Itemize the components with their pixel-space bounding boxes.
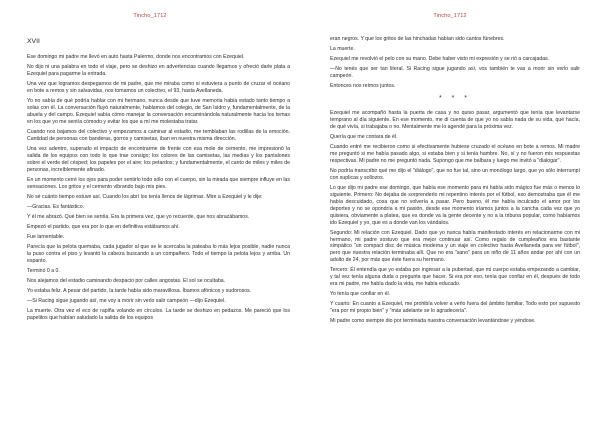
left-paragraphs xyxy=(27,54,290,322)
paragraph: No dijo ni una palabra en todo el viaje, pero se deshizo en advertencias cuando llegamos y ofreció darle plata a Ezequiel para pagarme la entrada. xyxy=(27,64,290,77)
paragraph: No sé cuánto tiempo estuve así. Cuando los abrí los tenía llenos de lágrimas. Mire a Ezequiel y le dije: xyxy=(27,193,263,200)
right-paragraphs-before-break xyxy=(330,36,580,90)
paragraph: Yo estaba feliz. A pesar del partido, la tarde había sido maravillosa. Íbamos afónicos y sudorosos. xyxy=(27,288,252,295)
running-header-right: Tincho_1712 xyxy=(433,13,467,19)
paragraph: Tercero: Él entendía que yo estaba por ingresar a la pubertad, que mi cuerpo estaba empezando a cambiar, y tal vez tenía alguna duda o pregunta que hacer. Si era por eso, tenía que confiar en él, después de todo era mi padre, me había dado la vida, me había educado. xyxy=(330,267,580,288)
paragraph: —No tenés que ser tan literal. Si Racing sigue jugando así, vos también te vas a morir sin verlo salir campeón. xyxy=(330,66,580,80)
paragraph: Una vez que logramos despegarnos de mi padre, que me miraba como si estuviera a punto de cruzar el océano en bote a remos y sin salvavidas, nos tomamos un colectivo, el 93, hasta Avellaneda. xyxy=(27,81,290,94)
section-separator: * * * xyxy=(438,95,472,103)
paragraph: Lo que dijo mi padre ese domingo, que había ese momento para mi había sido mágico fue más o menos lo siguiente. Primero: No dejaba de sorprenderlo mi repentino interés por el fútbol, eso demostraba que él me había descuidado, cosa que no volvería a pasar. Pero bueno, él me había inculcado el amor por los deportes y no se opondría a mi pasión, desde ese momento iríamos juntos a la cancha cada vez que yo quisiera, obviamente a platea, que es donde va la gente decente y no a la tribuna popular, como habíamos ido Ezequiel y yo, que es a donde van los vándalos. xyxy=(330,185,580,226)
paragraph: eran negros. Y que los gritos de las hinchadas habían sido cantos fúnebres. xyxy=(330,36,505,42)
paragraph: Una vez adentro, superado el impacto de encontrarme de frente con esa mole de cemento, me impresionó la salida de los equipos con todo lo que trae consigo; los colores de las camisetas, las medias y los pantalones sobre el verde del césped; los papeles por el aire; los petardos; y fundamentalmente, el canto de miles y miles de personas, increíblemente afinado. xyxy=(27,145,290,173)
right-page-body xyxy=(330,36,580,325)
chapter-title: XVII xyxy=(27,38,40,45)
left-page-body xyxy=(27,39,290,322)
paragraph: Ezequiel me acompañó hasta la puerta de casa y no quiso pasar, argumentó que tenía que levantarse temprano al día siguiente. En ese momento, me di cuenta de que yo no sabía nada de su vida, qué hacía, de qué vivía, si trabajaba o no. Mentalmente me lo agendé para la próxima vez. xyxy=(330,110,580,130)
paragraph: La muerte. xyxy=(330,46,355,53)
paragraph: Yo no sabía de qué podría hablar con mi hermano, nunca desde que tuve memoria había estado tanto tiempo a solas con él. La conversación fluyó naturalmente, hablamos del colegio, de San Isidro y, fundamentalmente, de la abuela y del campo. Ezequiel sabía cómo manejar la conversación encaminándola naturalmente hacia los temas en los que yo me sentía cómodo y evitar los que a mí me molestaba tratar. xyxy=(27,98,290,125)
paragraph: En un momento cerré los ojos para poder sentirlo todo sólo con el cuerpo, sin la mirada que siempre influye en las sensaciones. Los gritos y el cemento vibrando bajo mis pies. xyxy=(27,176,290,190)
paragraph: Y él me abrazó. Qué bien se sentía. Era la primera vez, que yo recuerde, que nos abrazábamos. xyxy=(27,213,250,220)
paragraph: Terminó 0 a 0. xyxy=(27,268,60,274)
paragraph: Nos alejamos del estadio caminando despacio por calles angostas. El sol se ocultaba. xyxy=(27,278,226,285)
paragraph: Cuando nos bajamos del colectivo y empezamos a caminar al estadio, me temblaban las rodillas de la emoción. Cantidad de personas con banderas, gorros y camisetas, iban en nuestra misma dirección. xyxy=(27,128,290,142)
paragraph: La muerte. Otra vez el eco de rapiña volando en círculos. La tarde se deshizo en pedazos. Me pareció que los papelitos que habían saludado la salida de los equipos xyxy=(27,308,290,322)
paragraph: Cuando entré me recibieron como si efectivamente hubiese cruzado el océano en bote a remos. Mi madre me preguntó si me había pasado algo, si estaba bien y si tenía hambre. No, sí y no fueron mis respuestas respectivas. Mi padre no me preguntó nada. Supongo que me balbara y luego me invitó a "dialogar". xyxy=(330,144,580,164)
running-header-left: Tincho_1712 xyxy=(133,13,167,19)
paragraph: Yo tenía que confiar en él. xyxy=(330,291,391,298)
right-page xyxy=(300,0,600,424)
paragraph: Quería que me contara de él. xyxy=(330,134,398,140)
paragraph: Ezequiel me revolvió el pelo con su mano. Debe haber visto mi expresión y se rió a carcajadas. xyxy=(330,56,550,63)
paragraph: Empezó el partido, que era por lo que en definitiva estábamos ahí. xyxy=(27,223,180,230)
paragraph: No podría transcribir qué me dijo el "diálogo", que no fue tal, sino un monólogo largo, que yo sólo interrumpí con suplicas y sollozos. xyxy=(330,168,580,181)
paragraph: Segundo: Mi relación con Ezequiel. Dado que yo nunca había manifestado interés en relacionarme con mi hermano, mi padre sostuvo que era mejor continuar así. Como regalo de cumpleaños era bastante simpático "un compact disc de música moderna y un viaje en colectivo hasta Avellaneda para ver fútbol", pero que nuestra relación terminaba allí. Que no era "sano" para un niño de 11 años andar por ahí con un adulto de 24, por más que éste fuera su hermano. xyxy=(330,229,580,264)
paragraph: —Gracias. Es fantástico. xyxy=(27,203,85,210)
paragraph: Ese domingo mi padre me llevó en auto hasta Palermo, donde nos encontramos con Ezequiel. xyxy=(27,53,245,60)
paragraph: Y cuarto: En cuanto a Ezequiel, me prohibía volver a verlo fuera del ámbito familiar. Todo esto por supuesto "era por mi propio bien" y "más adelante se lo agradecería". xyxy=(330,301,580,315)
right-paragraphs-after-break xyxy=(330,110,580,325)
paragraph: —Si Racing sigue jugando así, me voy a morir sin verlo salir campeón —dijo Ezequiel. xyxy=(27,298,226,305)
paragraph: Fue lamentable. xyxy=(27,234,65,240)
paragraph: Parecía que la pelota quemaba, cada jugador al que se le acercaba la pateaba lo más lejos posible, nadie nunca la puso contra el piso y levantó la cabeza buscando a un compañero. Todo el tiempo la pelota lejos y arriba. Un espanto. xyxy=(27,244,290,264)
paragraph: Mi padre como siempre dio por terminada nuestra conversación levantándose y yéndose. xyxy=(330,318,536,325)
paragraph: Entonces nos reímos juntos. xyxy=(330,83,396,90)
